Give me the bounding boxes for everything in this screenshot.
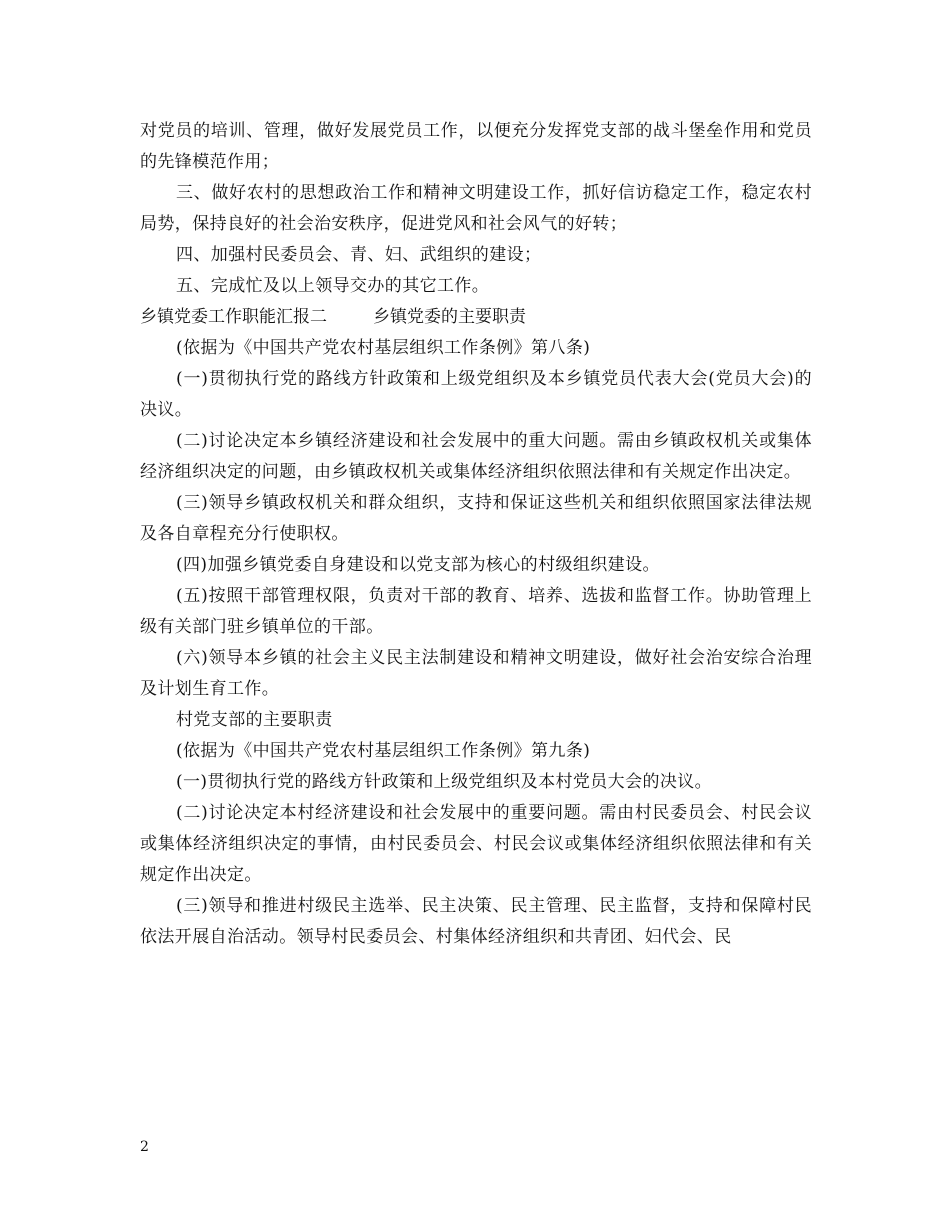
township-duty-item: (六)领导本乡镇的社会主义民主法制建设和精神文明建设，做好社会治安综合治理及计划生育工作。 <box>140 648 812 699</box>
paragraph: 五、完成忙及以上领导交办的其它工作。 <box>176 276 490 296</box>
page-number: 2 <box>140 1139 149 1155</box>
section-heading-title: 乡镇党委工作职能汇报二 <box>140 307 327 327</box>
village-basis: (依据为《中国共产党农村基层组织工作条例》第九条) <box>176 741 591 761</box>
township-basis: (依据为《中国共产党农村基层组织工作条例》第八条) <box>176 338 591 358</box>
section-heading-subtitle: 乡镇党委的主要职责 <box>373 307 526 327</box>
paragraph: 对党员的培训、管理，做好发展党员工作，以便充分发挥党支部的战斗堡垒作用和党员的先锋模范作用； <box>140 121 812 172</box>
village-section-title: 村党支部的主要职责 <box>176 710 333 730</box>
document-body <box>140 116 812 953</box>
section-heading <box>140 302 812 333</box>
township-duty-item: (二)讨论决定本乡镇经济建设和社会发展中的重大问题。需由乡镇政权机关或集体经济组织决定的问题，由乡镇政权机关或集体经济组织依照法律和有关规定作出决定。 <box>140 431 812 482</box>
township-duty-item: (五)按照干部管理权限，负责对干部的教育、培养、选拔和监督工作。协助管理上级有关部门驻乡镇单位的干部。 <box>140 586 812 637</box>
village-duty-item: (三)领导和推进村级民主选举、民主决策、民主管理、民主监督，支持和保障村民依法开展自治活动。领导村民委员会、村集体经济组织和共青团、妇代会、民 <box>140 896 812 947</box>
township-duty-item: (一)贯彻执行党的路线方针政策和上级党组织及本乡镇党员代表大会(党员大会)的决议。 <box>140 369 812 420</box>
village-duty-item: (一)贯彻执行党的路线方针政策和上级党组织及本村党员大会的决议。 <box>176 772 713 792</box>
township-duty-item: (三)领导乡镇政权机关和群众组织，支持和保证这些机关和组织依照国家法律法规及各自章程充分行使职权。 <box>140 493 812 544</box>
village-duty-item: (二)讨论决定本村经济建设和社会发展中的重要问题。需由村民委员会、村民会议或集体经济组织决定的事情，由村民委员会、村民会议或集体经济组织依照法律和有关规定作出决定。 <box>140 803 812 885</box>
paragraph: 三、做好农村的思想政治工作和精神文明建设工作，抓好信访稳定工作，稳定农村局势，保持良好的社会治安秩序，促进党风和社会风气的好转； <box>140 183 812 234</box>
paragraph: 四、加强村民委员会、青、妇、武组织的建设； <box>176 245 542 265</box>
township-duty-item: (四)加强乡镇党委自身建设和以党支部为核心的村级组织建设。 <box>176 555 660 575</box>
